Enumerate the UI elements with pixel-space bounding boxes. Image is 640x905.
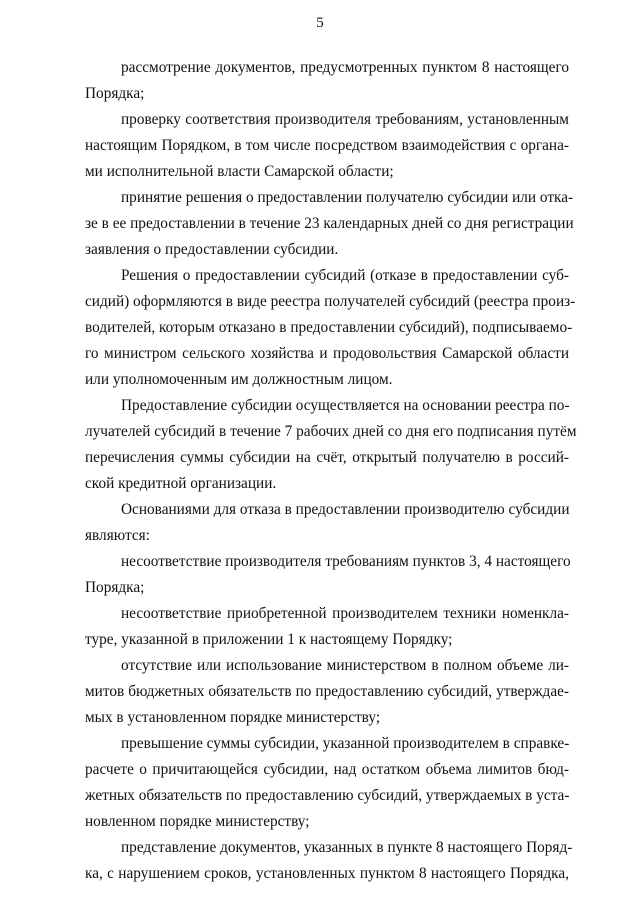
text-line: сидий) оформляются в виде реестра получателей субсидий (реестра произ- [85,293,576,310]
text-line: Порядка; [85,579,145,596]
text-line: митов бюджетных обязательств по предоставлению субсидий, утверждае- [85,683,569,700]
text-line: водителей, которым отказано в предоставлении субсидий), подписываемо- [85,319,573,336]
text-line: зе в ее предоставлении в течение 23 календарных дней со дня регистрации [85,215,574,232]
text-line: лучателей субсидий в течение 7 рабочих дней со дня его подписания путём [85,423,577,440]
text-line: отсутствие или использование министерством в полном объеме ли- [121,657,569,674]
text-line: Решения о предоставлении субсидий (отказе в предоставлении суб- [121,267,569,284]
text-line: представление документов, указанных в пункте 8 настоящего Поряд- [121,839,573,856]
text-line: несоответствие производителя требованиям пунктов 3, 4 настоящего [121,553,571,570]
text-line: являются: [85,527,150,544]
text-line: мых в установленном порядке министерству; [85,709,381,726]
text-line: Порядка; [85,85,145,102]
text-line: несоответствие приобретенной производителем техники номенкла- [121,605,569,622]
text-line: новленном порядке министерству; [85,813,310,830]
text-line: го министром сельского хозяйства и продовольствия Самарской области [85,345,569,362]
text-line: Предоставление субсидии осуществляется на основании реестра по- [121,397,570,414]
text-line: ка, с нарушением сроков, установленных пунктом 8 настоящего Порядка, [85,865,569,882]
text-line: ми исполнительной власти Самарской области; [85,163,394,180]
text-line: или уполномоченным им должностным лицом. [85,371,393,388]
text-line: расчете о причитающейся субсидии, над остатком объема лимитов бюд- [85,761,569,778]
text-line: туре, указанной в приложении 1 к настоящему Порядку; [85,631,453,648]
text-line: перечисления суммы субсидии на счёт, открытый получателю в россий- [85,449,569,466]
text-line: ской кредитной организации. [85,475,277,492]
text-line: жетных обязательств по предоставлению субсидий, утверждаемых в уста- [85,787,570,804]
text-line: Основаниями для отказа в предоставлении производителю субсидии [121,501,570,518]
text-line: рассмотрение документов, предусмотренных пунктом 8 настоящего [121,59,569,76]
text-line: заявления о предоставлении субсидии. [85,241,339,258]
text-line: превышение суммы субсидии, указанной производителем в справке- [121,735,570,752]
page-number: 5 [316,15,324,31]
text-line: принятие решения о предоставлении получателю субсидии или отка- [121,189,574,206]
text-line: настоящим Порядком, в том числе посредством взаимодействия с органа- [85,137,569,154]
text-line: проверку соответствия производителя требованиям, установленным [121,111,569,128]
